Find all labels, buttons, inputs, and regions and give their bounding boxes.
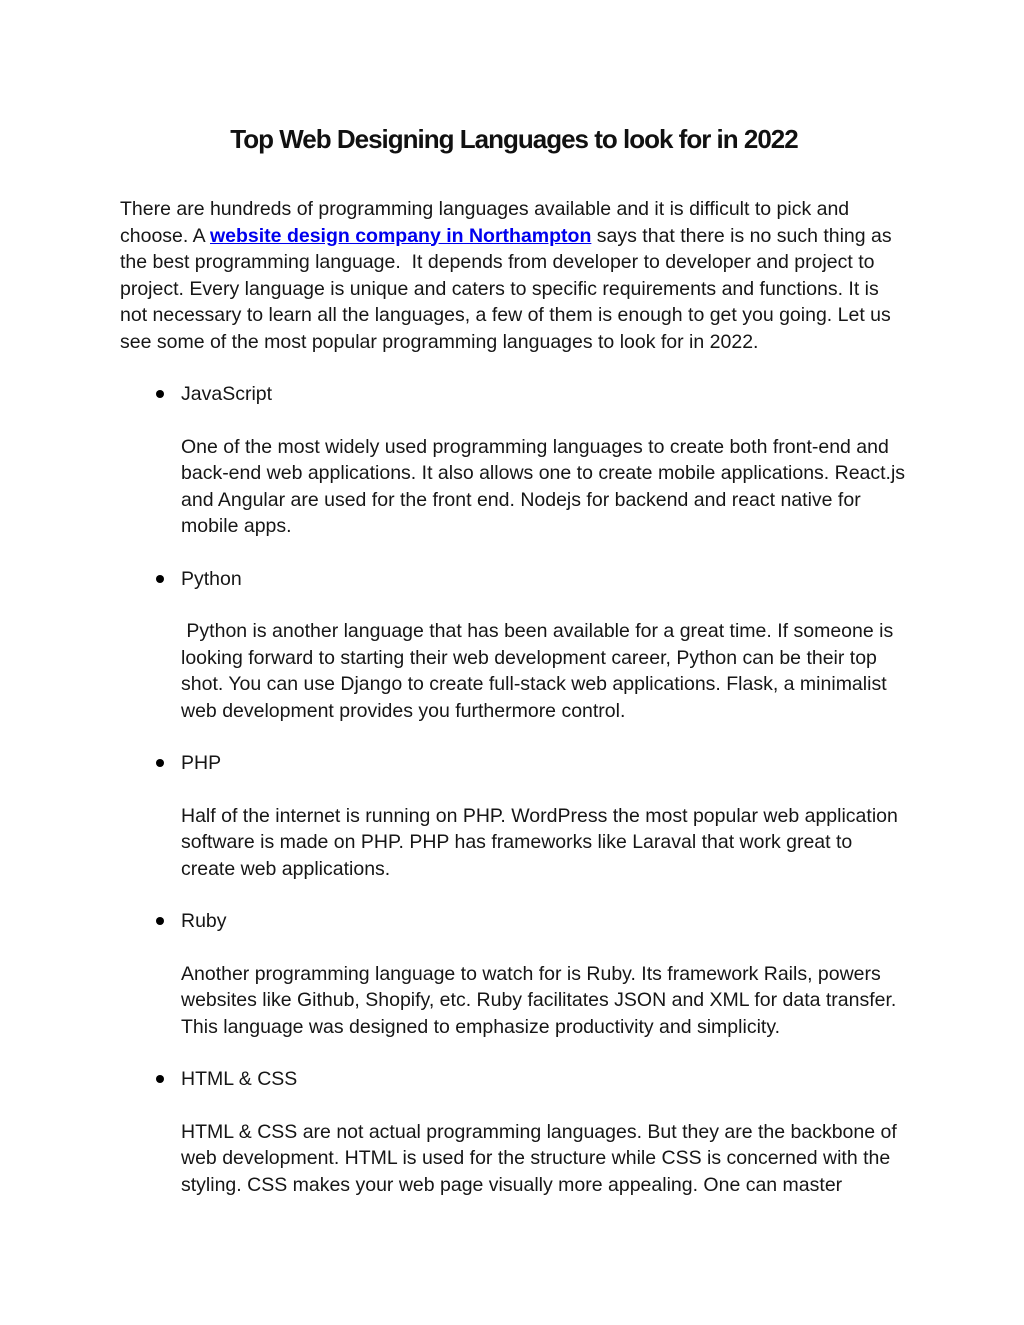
bullet-item xyxy=(120,566,908,593)
bullet-label: HTML & CSS xyxy=(181,1068,298,1090)
section-ruby xyxy=(120,908,908,1040)
section-paragraph: Python is another language that has been available for a great time. If someone is looking forward to starting their web development career, Python can be their top shot. You can use Django to create full-stack web applications. Flask, a minimalist web development provides you furthermore control. xyxy=(181,620,899,722)
section-paragraph: One of the most widely used programming languages to create both front-end and back-end web applications. It also allows one to create mobile applications. React.js and Angular are used for the front end. Nodejs for backend and react native for mobile apps. xyxy=(181,435,911,537)
intro-paragraph xyxy=(120,196,908,355)
bullet-icon xyxy=(156,390,164,398)
bullet-label: Ruby xyxy=(181,910,227,932)
section-javascript xyxy=(120,381,911,540)
section-php xyxy=(120,750,908,882)
page-title: Top Web Designing Languages to look for in 2022 xyxy=(230,124,798,154)
section-paragraph: Half of the internet is running on PHP. WordPress the most popular web application software is made on PHP. PHP has frameworks like Laraval that work great to create web applications. xyxy=(181,804,904,880)
bullet-icon xyxy=(156,917,164,925)
bullet-item xyxy=(120,750,908,777)
bullet-label: JavaScript xyxy=(181,383,273,405)
bullet-item xyxy=(120,1066,908,1093)
bullet-item xyxy=(120,381,908,408)
bullet-icon xyxy=(156,575,164,583)
section-html-css xyxy=(120,1066,908,1198)
section-paragraph: HTML & CSS are not actual programming languages. But they are the backbone of web development. HTML is used for the structure while CSS is concerned with the styling. CSS makes your web page visually more appealing. One can master xyxy=(181,1120,903,1196)
bullet-label: PHP xyxy=(181,752,222,774)
bullet-label: Python xyxy=(181,567,242,590)
bullet-icon xyxy=(156,759,164,767)
northampton-link[interactable]: website design company in Northampton xyxy=(210,224,592,247)
bullet-item xyxy=(120,908,908,935)
bullet-icon xyxy=(156,1075,164,1083)
section-python xyxy=(120,566,908,725)
intro-text-before: There are hundreds of programming languages available and it is difficult to pick and choose. A xyxy=(120,198,855,247)
section-paragraph: Another programming language to watch for is Ruby. Its framework Rails, powers websites like Github, Shopify, etc. Ruby facilitates JSON and XML for data transfer. This language was designed to emphasize productivity and simplicity. xyxy=(181,962,902,1038)
intro-text-after: says that there is no such thing as the best programming language. It depends from developer to developer and project to project. Every language is unique and caters to specific requirements and functions. It is not necessary to learn all the languages, a few of them is enough to get you going. Let us see some of the most popular programming languages to look for in 2022. xyxy=(120,224,898,353)
